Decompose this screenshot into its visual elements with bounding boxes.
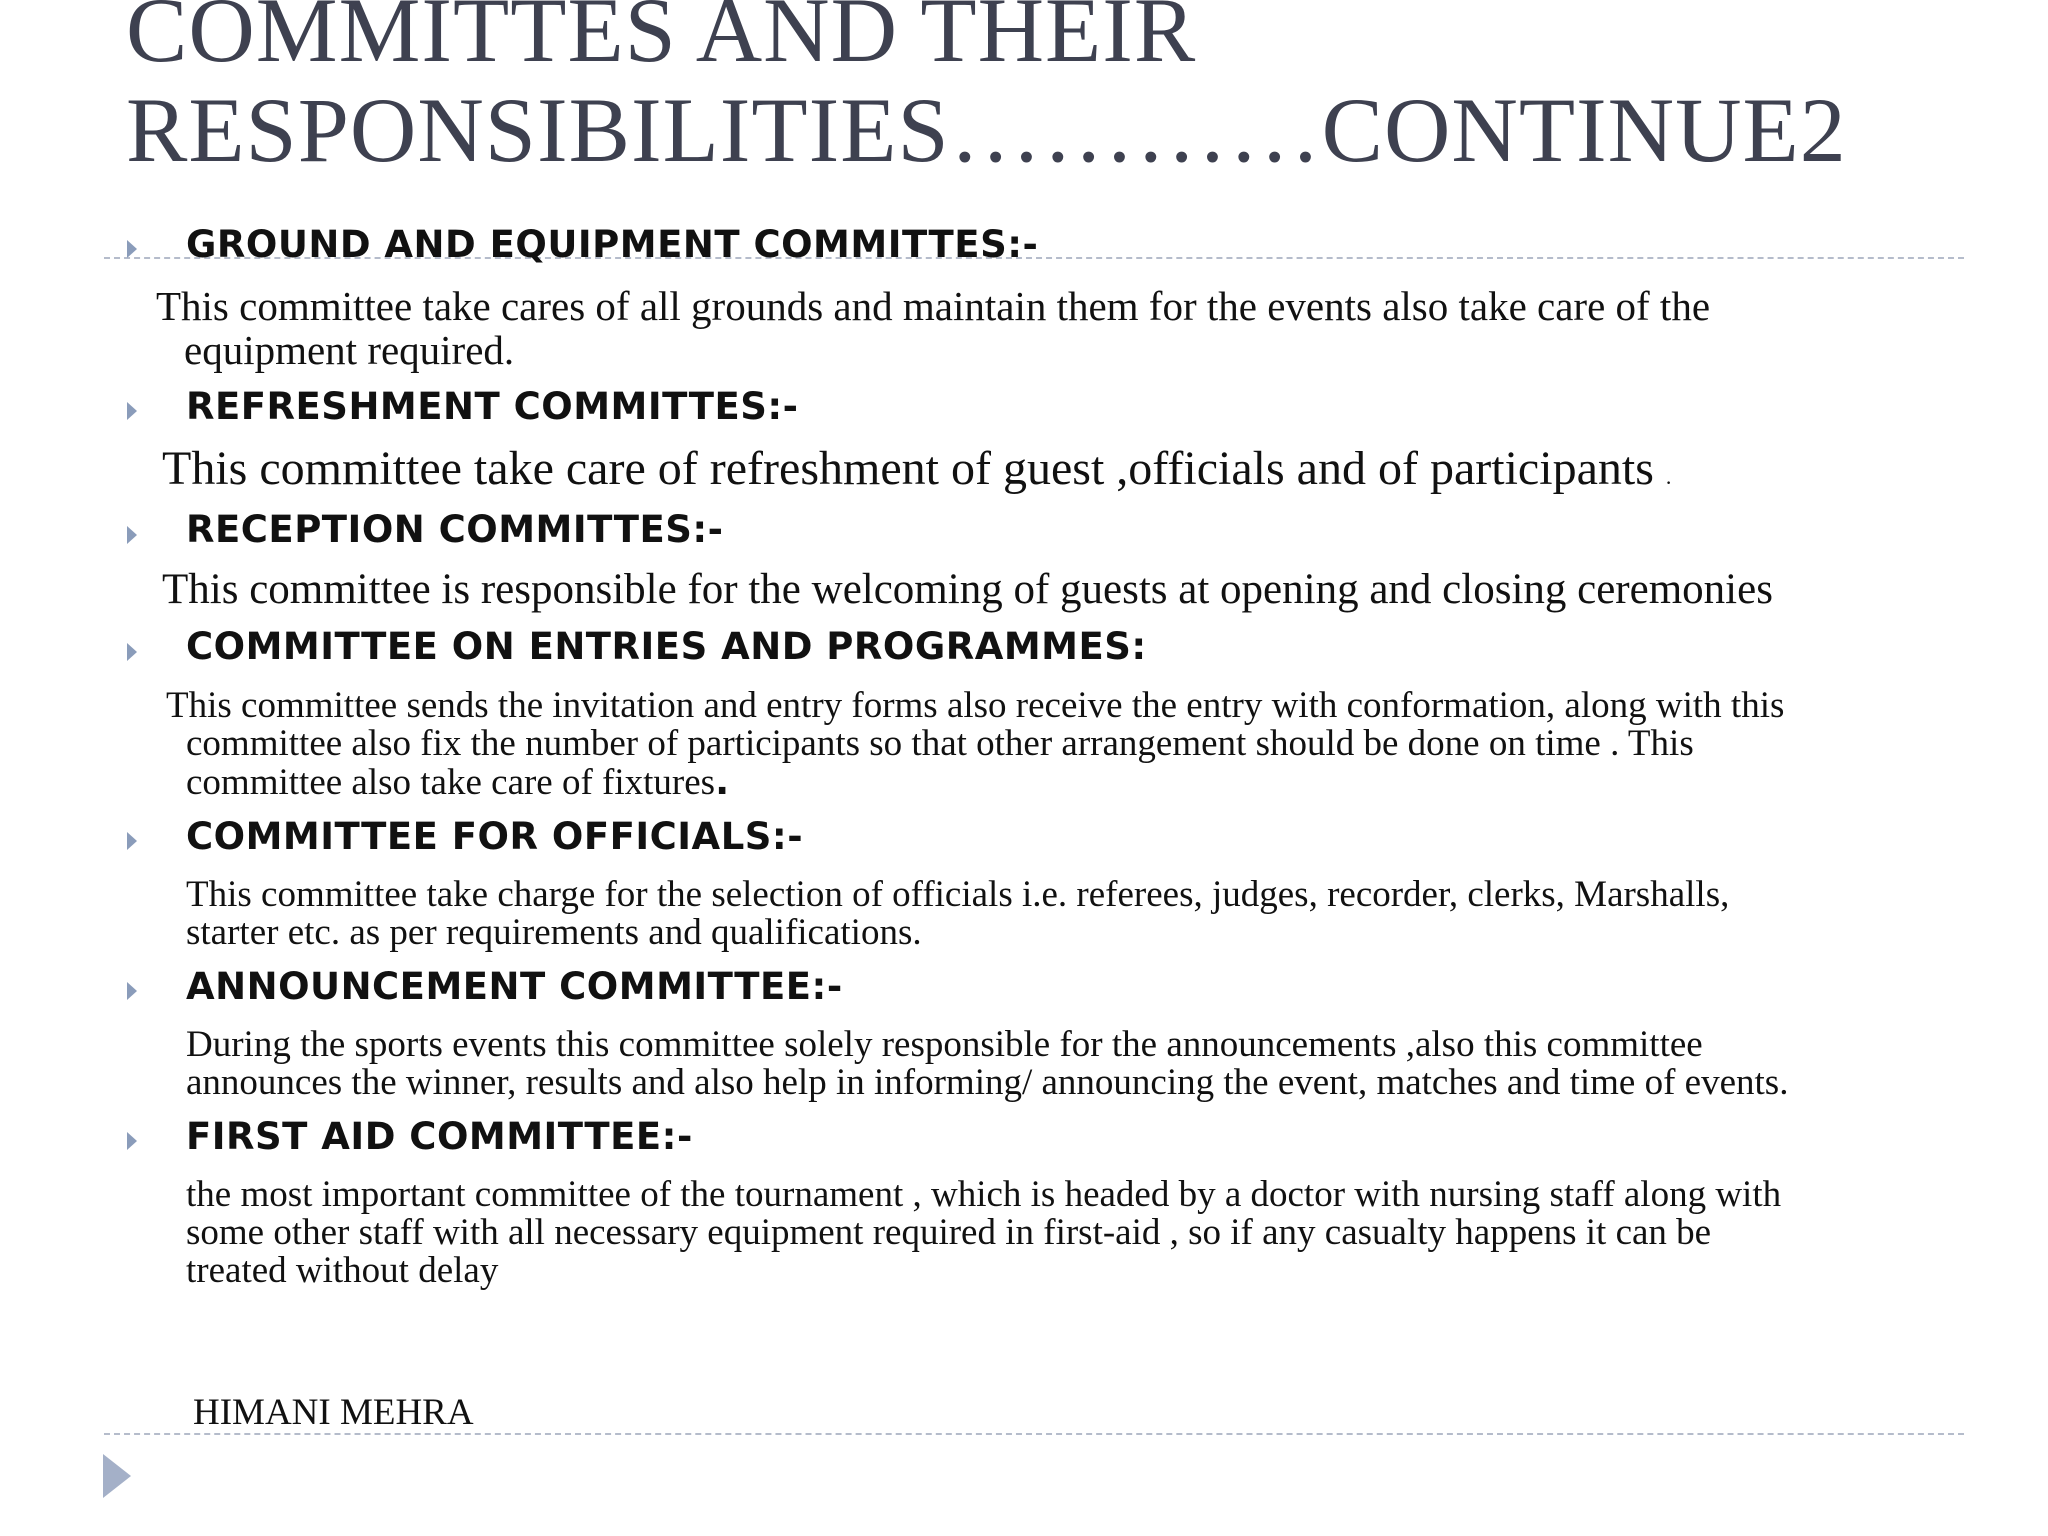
- desc-line: starter etc. as per requirements and qualifications.: [186, 912, 922, 953]
- desc-line: During the sports events this committee solely responsible for the announcements ,also this committee: [186, 1024, 1703, 1065]
- bullet-arrow-icon: [127, 982, 137, 1000]
- section-heading-officials: COMMITTEE FOR OFFICIALS:-: [186, 815, 804, 858]
- bullet-arrow-icon: [127, 1132, 137, 1150]
- desc-trailing-period: .: [1665, 464, 1672, 489]
- desc-line: some other staff with all necessary equipment required in first-aid , so if any casualty happens it can be: [186, 1212, 1712, 1253]
- next-slide-arrow-icon[interactable]: [103, 1454, 131, 1498]
- desc-line: [166, 760, 1784, 803]
- bottom-dashed-divider: [104, 1433, 1964, 1435]
- bullet-arrow-icon: [127, 402, 137, 420]
- bullet-arrow-icon: [127, 643, 137, 661]
- title-line-1: COMMITTES AND THEIR: [126, 0, 1197, 81]
- section-desc-refreshment: [162, 443, 1671, 503]
- title-line-2: RESPONSIBILITIES…………CONTINUE2: [126, 79, 1847, 181]
- desc-trailing-period: .: [715, 760, 730, 803]
- section-heading-first-aid: FIRST AID COMMITTEE:-: [186, 1115, 693, 1158]
- bullet-arrow-icon: [127, 832, 137, 850]
- desc-line: This committee take charge for the selection of officials i.e. referees, judges, recorder, clerks, Marshalls,: [186, 874, 1730, 915]
- section-desc-officials: [186, 876, 1729, 952]
- section-desc-entries: [166, 687, 1784, 802]
- desc-line: This committee take cares of all grounds and maintain them for the events also take care of the: [156, 283, 1711, 329]
- desc-line: committee also fix the number of participants so that other arrangement should be done on time . This: [186, 723, 1694, 764]
- section-heading-reception: RECEPTION COMMITTES:-: [186, 508, 724, 551]
- section-desc-ground: [156, 284, 1710, 372]
- section-desc-announcement: [186, 1026, 1788, 1102]
- bullet-arrow-icon: [127, 526, 137, 544]
- author-name: HIMANI MEHRA: [193, 1392, 474, 1433]
- section-heading-ground: GROUND AND EQUIPMENT COMMITTES:-: [186, 223, 1039, 266]
- desc-line: This committee is responsible for the welcoming of guests at opening and closing ceremonies: [162, 566, 1773, 613]
- section-heading-announcement: ANNOUNCEMENT COMMITTEE:-: [186, 965, 843, 1008]
- bullet-arrow-icon: [127, 240, 137, 258]
- section-heading-refreshment: REFRESHMENT COMMITTES:-: [186, 385, 799, 428]
- desc-line: announces the winner, results and also help in informing/ announcing the event, matches and time of events.: [186, 1062, 1789, 1103]
- desc-line: This committee take care of refreshment of guest ,officials and of participants: [162, 442, 1654, 495]
- desc-line: the most important committee of the tournament , which is headed by a doctor with nursing staff along with: [186, 1174, 1782, 1215]
- slide-title: [126, 0, 2006, 180]
- desc-line: treated without delay: [186, 1250, 499, 1291]
- section-heading-entries: COMMITTEE ON ENTRIES AND PROGRAMMES:: [186, 625, 1147, 668]
- section-desc-reception: [162, 566, 1773, 614]
- desc-line: This committee sends the invitation and entry forms also receive the entry with conformation, along with this: [166, 685, 1785, 726]
- desc-line-text: committee also take care of fixtures: [186, 762, 716, 803]
- section-desc-first-aid: [186, 1176, 1781, 1290]
- desc-line: equipment required.: [184, 327, 515, 373]
